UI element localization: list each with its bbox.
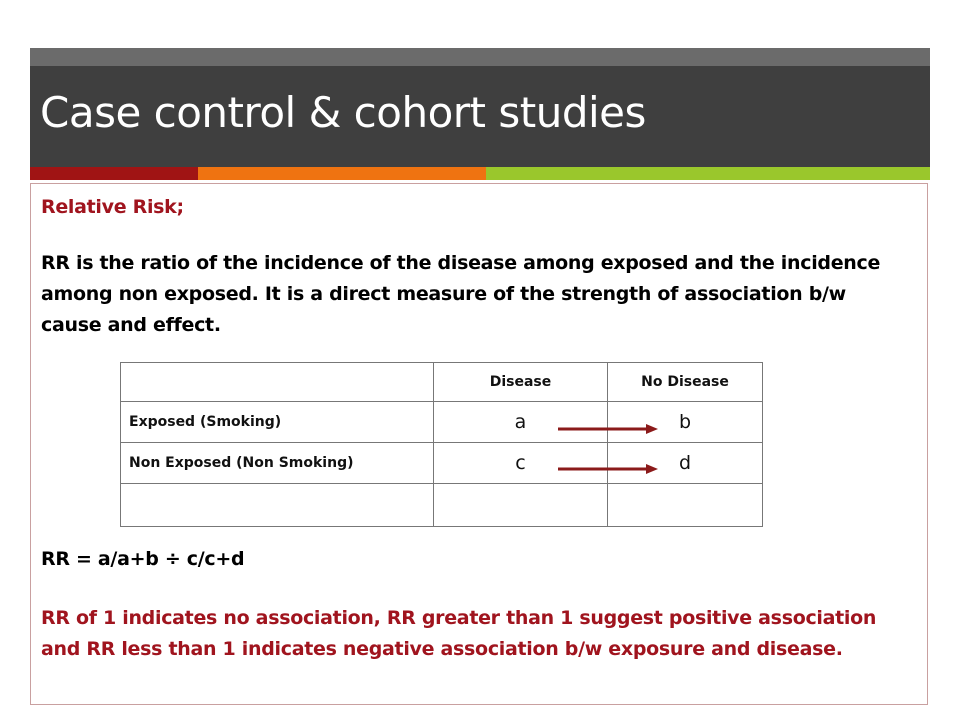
accent-bar-green [486,167,930,180]
row-label-exposed: Exposed (Smoking) [121,402,434,443]
header-cell-no-disease: No Disease [608,363,763,402]
formula-text: RR = a/a+b ÷ c/c+d [41,548,245,570]
content-box [30,183,928,705]
interpretation-text: RR of 1 indicates no association, RR greater than 1 suggest positive association and RR less than 1 indicates negative association b/w exposure and disease. [41,607,877,660]
header-cell-empty [121,363,434,402]
empty-cell [121,484,434,527]
row-label-non-exposed: Non Exposed (Non Smoking) [121,443,434,484]
table-header-row [121,363,763,402]
header-cell-disease: Disease [434,363,608,402]
slide-title: Case control & cohort studies [40,88,646,137]
table-row [121,484,763,527]
top-strip [30,48,930,66]
risk-table [120,362,763,527]
cell-d: d [608,443,763,484]
table-row [121,402,763,443]
table-row [121,443,763,484]
empty-cell [434,484,608,527]
definition-text: RR is the ratio of the incidence of the disease among exposed and the incidence among non exposed. It is a direct measure of the strength of association b/w cause and effect. [41,252,881,336]
cell-c: c [434,443,608,484]
cell-b: b [608,402,763,443]
empty-cell [608,484,763,527]
accent-bar-orange [198,167,486,180]
arrow-c-to-d-icon [556,462,660,476]
section-heading: Relative Risk; [41,196,184,218]
cell-a: a [434,402,608,443]
title-bar [30,66,930,167]
arrow-a-to-b-icon [556,422,660,436]
accent-bar-red [30,167,198,180]
